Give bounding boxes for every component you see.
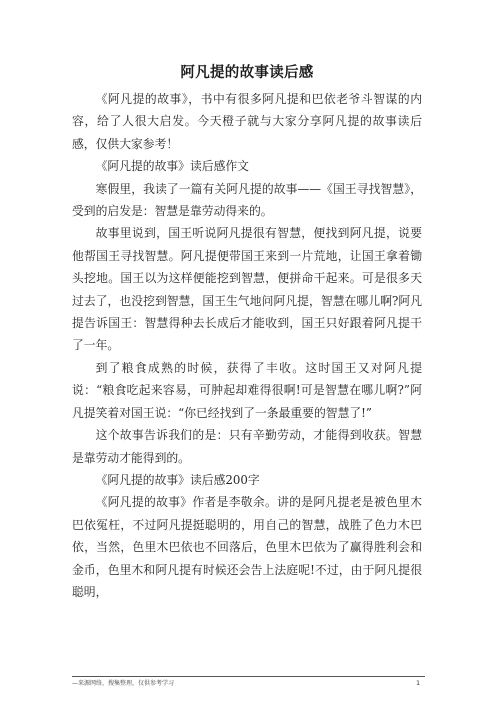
document-body (72, 62, 422, 603)
footer-note: —来源网络，搜集整理，仅供参考学习 (72, 680, 175, 687)
body-paragraph: 《阿凡提的故事》作者是李敬余。讲的是阿凡提老是被色里木巴依冤枉，不过阿凡提挺聪明的，用自己的智慧，战胜了色力木巴依，当然，色里木巴依也不回落后，色里木巴依为了赢得胜利会和金币，色里木和阿凡提有时候还会告上法庭呢!不过，由于阿凡提很聪明， (72, 495, 422, 599)
body-paragraph: 到了粮食成熟的时候，获得了丰收。这时国王又对阿凡提说：“粮食吃起来容易，可肿起却难得很啊!可是智慧在哪儿啊?”阿凡提笑着对国王说：“你已经找到了一条最重要的智慧了!” (72, 360, 422, 420)
body-paragraph: 这个故事告诉我们的是：只有辛勤劳动，才能得到收获。智慧是靠劳动才能得到的。 (72, 428, 422, 465)
body-paragraph: 寒假里，我读了一篇有关阿凡提的故事——《国王寻找智慧》，受到的启发是：智慧是靠劳动得来的。 (72, 181, 422, 219)
footer-divider (72, 676, 425, 677)
intro-paragraph: 《阿凡提的故事》，书中有很多阿凡提和巴依老爷斗智谋的内容，给了人很大启发。今天橙子就与大家分享阿凡提的故事读后感，仅供大家参考！ (72, 92, 422, 151)
body-paragraph: 故事里说到，国王听说阿凡提很有智慧，便找到阿凡提，说要他帮国王寻找智慧。阿凡提便带国王来到一片荒地，让国王拿着锄头挖地。国王以为这样便能挖到智慧，便拼命干起来。可是很多天过去了，也没挖到智慧，国王生气地问阿凡提，智慧在哪儿啊?阿凡提告诉国王：智慧得种去长成后才能收到，国王只好跟着阿凡提干了一年。 (72, 226, 422, 353)
document-title: 阿凡提的故事读后感 (180, 65, 314, 81)
page-number: 1 (416, 679, 421, 687)
section-heading: 《阿凡提的故事》读后感作文 (95, 159, 249, 174)
section-heading: 《阿凡提的故事》读后感200字 (95, 472, 260, 487)
